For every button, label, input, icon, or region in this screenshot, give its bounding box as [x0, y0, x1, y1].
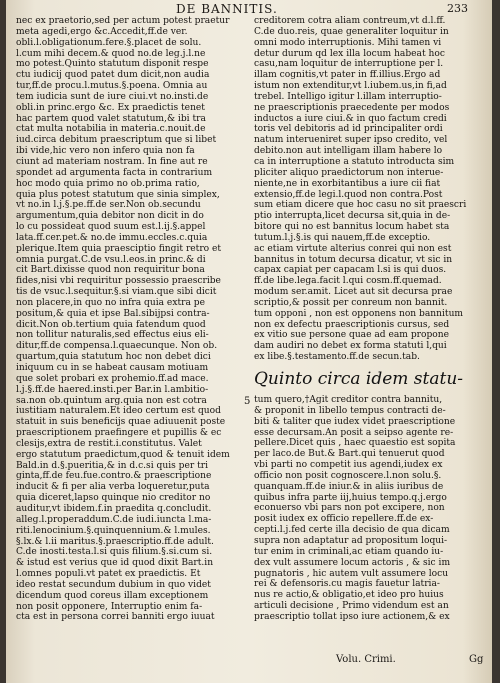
- text-line: econuerso vbi pars non pot excipere, non: [254, 503, 445, 514]
- text-line: bitore qui no est bannitus locum habet sta: [254, 222, 450, 233]
- text-line: dam audiri no debet ex forma statuti l,qui: [254, 341, 447, 352]
- text-line: pellere.Dicet quis , haec quaestio est sopita: [254, 438, 456, 449]
- text-line: istum non extenditur,vt l.iubem.us,in fi,ad: [254, 81, 447, 92]
- text-line: dicit.Non ob.tertium quia fatendum quod: [16, 319, 206, 330]
- text-line: ac etiam virtute alterius conrei qui non est: [254, 243, 452, 254]
- text-line: iustitiam naturalem.Et ideo certum est quod: [16, 406, 221, 417]
- text-line: quibus infra parte iij,huius tempo.q.j.ergo: [254, 492, 447, 503]
- text-line: ptio interrupta,licet decursa sit,quia in de-: [254, 211, 451, 222]
- text-line: posit iudex ex officio repellere.ff.de ex-: [254, 514, 434, 525]
- text-line: scriptio,& possit per conreum non bannit.: [254, 297, 448, 308]
- text-line: non tollitur naturalis,sed effectus eius eli-: [16, 330, 209, 341]
- text-line: praescriptionem praefingere et pupillis & ec: [16, 428, 222, 439]
- text-line: auditur,vt ibidem.f.in praedita q.concludit.: [16, 503, 212, 514]
- text-line: cta est in persona correi banniti ergo iuuat: [16, 612, 215, 623]
- text-line: articuli decisione , Primo videndum est an: [254, 601, 449, 612]
- text-line: C.de inosti.testa.l.si quis filium.§.si.cum si.: [16, 547, 213, 558]
- text-line: mo potest.Quinto statutum disponit respe: [16, 59, 209, 70]
- right-column-top-text: [254, 16, 476, 363]
- text-line: statuit in suis beneficijs quae adiuuenit poste: [16, 417, 226, 428]
- text-line: obli.l.obligationum.fere.§.placet de solu.: [16, 37, 202, 48]
- text-line: detur durum qd lex illa locum habeat hoc: [254, 48, 445, 59]
- text-line: tis de vsuc.l.sequitur.§.si viam.que sibi dicit: [16, 287, 217, 298]
- text-line: praescriptio tollat ipso iure actionem,& ex: [254, 611, 450, 622]
- text-line: meta agedi,ergo &c.Accedit,ff.de ver.: [16, 26, 188, 37]
- text-line: ex libe.§.testamento.ff.de secun.tab.: [254, 352, 420, 363]
- text-line: ergo statutum praedictum,quod & tenuit idem: [16, 449, 230, 460]
- text-line: iniquum cu in se habeat causam motiuam: [16, 363, 209, 373]
- text-line: ca in interruptione a statuto introducta sim: [254, 156, 455, 167]
- text-line: tem iudicia sunt de iure ciui.vt no.insti.de: [16, 91, 209, 102]
- text-line: trebel. Intelligo igitur l.illam interruptio-: [254, 91, 442, 102]
- text-line: creditorem cotra aliam contreum,vt d.l.ff.: [254, 16, 446, 26]
- text-line: ginta,ff.de feu.fue.contro.& praescriptione: [16, 471, 212, 482]
- text-line: obli.in princ.ergo &c. Ex praedictis tenet: [16, 102, 205, 113]
- text-line: lata.ff.cer.pet.& no.de immu.eccles.c.quia: [16, 232, 208, 243]
- volume-label: Volu. Crimi.: [336, 654, 396, 665]
- text-line: omnia purgat.C.de vsu.l.eos.in princ.& di: [16, 254, 206, 265]
- text-line: nus re actio,& obligatio,et ideo pro huius: [254, 590, 444, 601]
- text-line: quanquam.ff.de iniur.& in aliis iuribus de: [254, 481, 444, 492]
- text-line: tur,ff.de procu.l.mutus.§.poena. Omnia au: [16, 81, 208, 92]
- text-line: iud.circa debitum praescriptum que si libet: [16, 135, 217, 146]
- text-line: tur enim in criminali,ac etiam quando iu-: [254, 546, 444, 557]
- text-line: C.de duo.reis, quae generaliter loquitur in: [254, 26, 449, 37]
- text-line: ctu iudicij quod patet dum dicit,non audia: [16, 70, 210, 81]
- section-heading: Quinto circa idem statu-: [254, 369, 464, 389]
- text-line: l.omnes populi.vt patet ex praedictis. Et: [16, 569, 201, 580]
- text-line: ibi vide,hic vero non infero quia non fa: [16, 146, 195, 157]
- text-line: per laco.de But.& Bart.qui tenuerut quod: [254, 449, 445, 460]
- text-line: tum opponi , non est opponens non bannitum: [254, 308, 464, 319]
- text-line: que solet probari ex prohemio.ff.ad mace.: [16, 373, 209, 384]
- text-line: spondet ad argumenta facta in contrarium: [16, 167, 213, 178]
- text-line: Bald.in d.§.pueritia,& in d.c.si quis per tri: [16, 460, 209, 471]
- text-line: vt no.in l.j.§.pe.ff.de ser.Non ob.secundu: [16, 200, 201, 211]
- right-column-bottom-text: [254, 395, 476, 623]
- text-line: capax capiat per capacam l.si is qui duos.: [254, 265, 447, 276]
- text-line: l.j.§.ff.de haered.insti.per Bar.in l.ambitio-: [16, 384, 209, 395]
- text-line: tutum.l.j.§.is qui nauem,ff.de exceptio.: [254, 232, 431, 243]
- text-line: illam cognitis,vt pater in ff.illius.Ergo ad: [254, 70, 441, 81]
- text-line: ctat multa notabilia in materia.c.nouit.de: [16, 124, 206, 135]
- text-line: cepti.l.j.fed certe illa decisio de qua dicam: [254, 525, 450, 536]
- left-text-column: [16, 16, 238, 623]
- text-line: riti.lenocinium.§.quinquennium.& l.mules.: [16, 525, 211, 536]
- page-number: 233: [447, 2, 468, 15]
- text-line: inductos a iure ciui.& in quo factum credi: [254, 113, 447, 124]
- text-line: & istud est verius que id quod dixit Bart.in: [16, 558, 214, 569]
- text-line: toris vel debitoris ad id principaliter ordi: [254, 124, 443, 135]
- text-line: l.cum mihi decem.& quod no.de leg.j.l.ne: [16, 48, 206, 59]
- text-line: rei & defensoris.cu magis fauetur latria-: [254, 579, 440, 590]
- text-line: niente,ne in exorbitantibus a iure cii fiat: [254, 178, 441, 189]
- text-line: modum ser.amit. Licet aut sit decursa prae: [254, 287, 453, 298]
- text-line: quartum,quia statutum hoc non debet dici: [16, 352, 211, 363]
- text-line: supra non adaptatur ad propositum loqui-: [254, 535, 448, 546]
- text-line: tum quero,†Agit creditor contra bannitu,: [254, 395, 443, 405]
- text-line: dex vult assumere locum actoris , & sic im: [254, 557, 451, 568]
- text-line: fides,nisi vbi requiritur possessio praescribe: [16, 276, 221, 287]
- text-line: positum,& quia et ipse Bal.sibijpsi contra-: [16, 308, 210, 319]
- text-line: debito.non aut intelligam illam habere lo: [254, 146, 443, 157]
- text-line: officio non posit cognoscere.l.non solu.§.: [254, 470, 442, 481]
- text-line: quia diceret,lapso quinque nio creditor no: [16, 493, 211, 504]
- text-line: ciunt ad materiam nostram. In fine aut re: [16, 156, 208, 167]
- text-line: esse decursam.An posit a seipso agente re-: [254, 427, 454, 438]
- text-line: clesijs,extra de restit.i.constitutus. Valet: [16, 438, 202, 449]
- text-line: inducit & fi per alia verba loqueretur,puta: [16, 482, 210, 493]
- text-line: omni modo interruptionis. Mihi tamen vi: [254, 37, 442, 48]
- text-line: extensio,ff.de legi.l.quod non contra.Post: [254, 189, 443, 200]
- text-line: non posit opponere, Interruptio enim fa-: [16, 601, 203, 612]
- text-line: natum interueniret super ipso credito, vel: [254, 135, 448, 146]
- text-line: sa.non ob.quintum arg.quia non est cotra: [16, 395, 207, 406]
- text-line: non placere,in quo no infra quia extra pe: [16, 297, 205, 308]
- text-line: biti & taliter que iudex videt praescriptione: [254, 416, 456, 427]
- text-line: ne praescriptionis praecedente per modos: [254, 102, 450, 113]
- text-line: ditur,ff.de compensa.l.quaecunque. Non ob.: [16, 341, 218, 352]
- text-line: ex vitio sue persone quae ad eam propone: [254, 330, 449, 341]
- text-line: plerique.Item quia praesciptio fingit retro et: [16, 243, 222, 254]
- text-line: pliciter aliquo praedictorum non interue-: [254, 167, 444, 178]
- text-line: casu,nam loquitur de interruptione per l.: [254, 59, 444, 70]
- text-line: vbi parti no competit ius agendi,iudex ex: [254, 460, 443, 471]
- text-line: pugnatoris , hic autem vult assumere locu: [254, 568, 449, 579]
- text-line: quia plus potest statutum que sinia simplex,: [16, 189, 220, 200]
- text-line: & proponit in libello tempus contracti de-: [254, 405, 446, 416]
- text-line: dicendum quod coreus illam exceptionem: [16, 590, 209, 601]
- text-line: ff.de libe.lega.facit l.qui cosm.ff.quemad.: [254, 276, 442, 287]
- running-head: DE BANNITIS.: [176, 2, 278, 16]
- text-line: bannitus in totum decursa dicatur, vt sic in: [254, 254, 453, 265]
- text-line: lo cu possideat quod suum est.l.ij.§.appel: [16, 222, 206, 233]
- text-line: §.lx.& l.ii maritus.§.praescriptio.ff.de adult.: [16, 536, 214, 547]
- page-header: [6, 2, 492, 16]
- text-line: sum etiam dicere que hoc casu no sit praescri: [254, 200, 467, 211]
- text-line: hac partem quod valet statutum,& ibi tra: [16, 113, 206, 124]
- signature-mark: Gg: [469, 654, 484, 665]
- text-line: hoc modo quia primo no ob.prima ratio,: [16, 178, 200, 189]
- text-line: cit Bart.dixisse quod non requiritur bona: [16, 265, 205, 276]
- book-page: [6, 0, 492, 683]
- text-line: ideo restat secundum dubium in quo videt: [16, 579, 211, 590]
- page-footer: [336, 654, 483, 665]
- text-line: argumentum,quia debitor non dicit in do: [16, 211, 204, 222]
- right-text-column: [254, 16, 476, 623]
- margin-number: 5: [244, 396, 251, 407]
- text-line: alleg.l.properaddum.C.de iudi.iuncta l.ma-: [16, 514, 212, 525]
- text-line: nec ex praetorio,sed per actum potest praetur: [16, 16, 230, 26]
- text-line: non ex defectu praescriptionis cursus, sed: [254, 319, 450, 330]
